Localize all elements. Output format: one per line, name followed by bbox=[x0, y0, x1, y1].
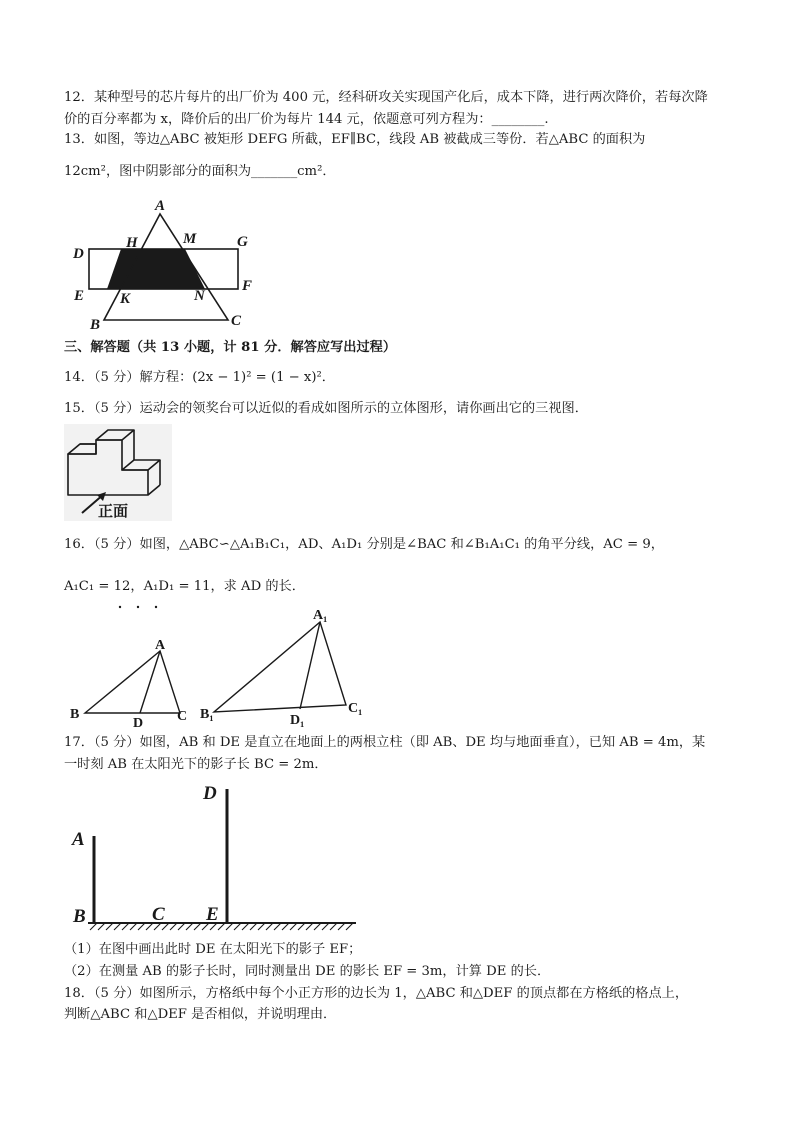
label-c: C bbox=[177, 709, 188, 724]
q17-line-1: 17．（5 分）如图，AB 和 DE 是直立在地面上的两根立柱（即 AB、DE 均与地面垂直），已知 AB = 4m，某 bbox=[64, 735, 706, 750]
label-d: D bbox=[203, 783, 217, 804]
q14-line-1: 14．（5 分）解方程：(2x − 1)² = (1 − x)²． bbox=[64, 370, 335, 385]
label-a: A bbox=[155, 638, 166, 653]
q17-sub-question-2: （2）在测量 AB 的影子长时，同时测量出 DE 的影长 EF = 3m，计算 DE 的长． bbox=[64, 964, 551, 979]
q15-figure bbox=[64, 424, 174, 522]
label-b: B bbox=[90, 317, 101, 333]
label-e: E bbox=[74, 288, 85, 304]
ground-hatching bbox=[90, 923, 353, 930]
label-a: A bbox=[72, 829, 85, 850]
label-d1: D₁ bbox=[290, 713, 305, 728]
q18-line-1: 18．（5 分）如图所示，方格纸中每个小正方形的边长为 1，△ABC 和△DEF 的顶点都在方格纸的格点上， bbox=[64, 986, 689, 1001]
q16-figure bbox=[64, 600, 374, 730]
q13-line-1: 13．如图，等边△ABC 被矩形 DEFG 所截，EF∥BC，线段 AB 被截成三等份．若△ABC 的面积为 bbox=[64, 132, 646, 147]
triangle-abc bbox=[85, 651, 180, 713]
label-b: B bbox=[73, 906, 86, 927]
label-a: A bbox=[155, 198, 166, 214]
label-b1: B₁ bbox=[200, 707, 214, 722]
label-d: D bbox=[73, 246, 84, 262]
label-h: H bbox=[126, 235, 138, 251]
label-d: D bbox=[133, 716, 144, 730]
label-m: M bbox=[183, 231, 197, 247]
label-c: C bbox=[152, 904, 165, 925]
q12-line-1: 12．某种型号的芯片每片的出厂价为 400 元，经科研攻关实现国产化后，成本下降，进行两次降价，若每次降 bbox=[64, 90, 708, 105]
front-label: 正面 bbox=[98, 502, 129, 520]
q15-line-1: 15．（5 分）运动会的领奖台可以近似的看成如图所示的立体图形，请你画出它的三视图． bbox=[64, 401, 588, 416]
q17-figure bbox=[64, 776, 364, 936]
label-n: N bbox=[194, 288, 205, 304]
label-e: E bbox=[206, 904, 219, 925]
q13-figure bbox=[64, 192, 264, 334]
bisector-a1d1 bbox=[300, 622, 320, 709]
q16-line-1: 16．（5 分）如图，△ABC∽△A₁B₁C₁，AD、A₁D₁ 分别是∠BAC 和∠B₁A₁C₁ 的角平分线，AC = 9， bbox=[64, 537, 664, 552]
q17-line-2: 一时刻 AB 在太阳光下的影子长 BC = 2m． bbox=[64, 757, 328, 772]
q13-line-2: 12cm²，图中阴影部分的面积为_______cm²． bbox=[64, 164, 336, 179]
label-k: K bbox=[120, 291, 131, 307]
label-c1: C₁ bbox=[348, 701, 363, 716]
label-g: G bbox=[237, 234, 248, 250]
label-b: B bbox=[70, 707, 80, 722]
q17-sub-question-1: （1）在图中画出此时 DE 在太阳光下的影子 EF； bbox=[64, 942, 362, 957]
label-a1: A₁ bbox=[313, 608, 328, 623]
q16-line-2: A₁C₁ = 12，A₁D₁ = 11，求 AD 的长． bbox=[64, 579, 305, 594]
q18-line-2: 判断△ABC 和△DEF 是否相似，并说明理由． bbox=[64, 1007, 337, 1022]
label-f: F bbox=[242, 278, 253, 294]
triangle-a1b1c1 bbox=[214, 622, 346, 712]
q12-line-2: 价的百分率都为 x，降价后的出厂价为每片 144 元，依题意可列方程为：________. bbox=[64, 112, 549, 127]
section-3-heading: 三、解答题（共 13 小题，计 81 分．解答应写出过程） bbox=[64, 340, 397, 355]
label-c: C bbox=[231, 313, 242, 329]
shaded-region bbox=[107, 249, 205, 289]
bisector-ad bbox=[140, 651, 160, 713]
